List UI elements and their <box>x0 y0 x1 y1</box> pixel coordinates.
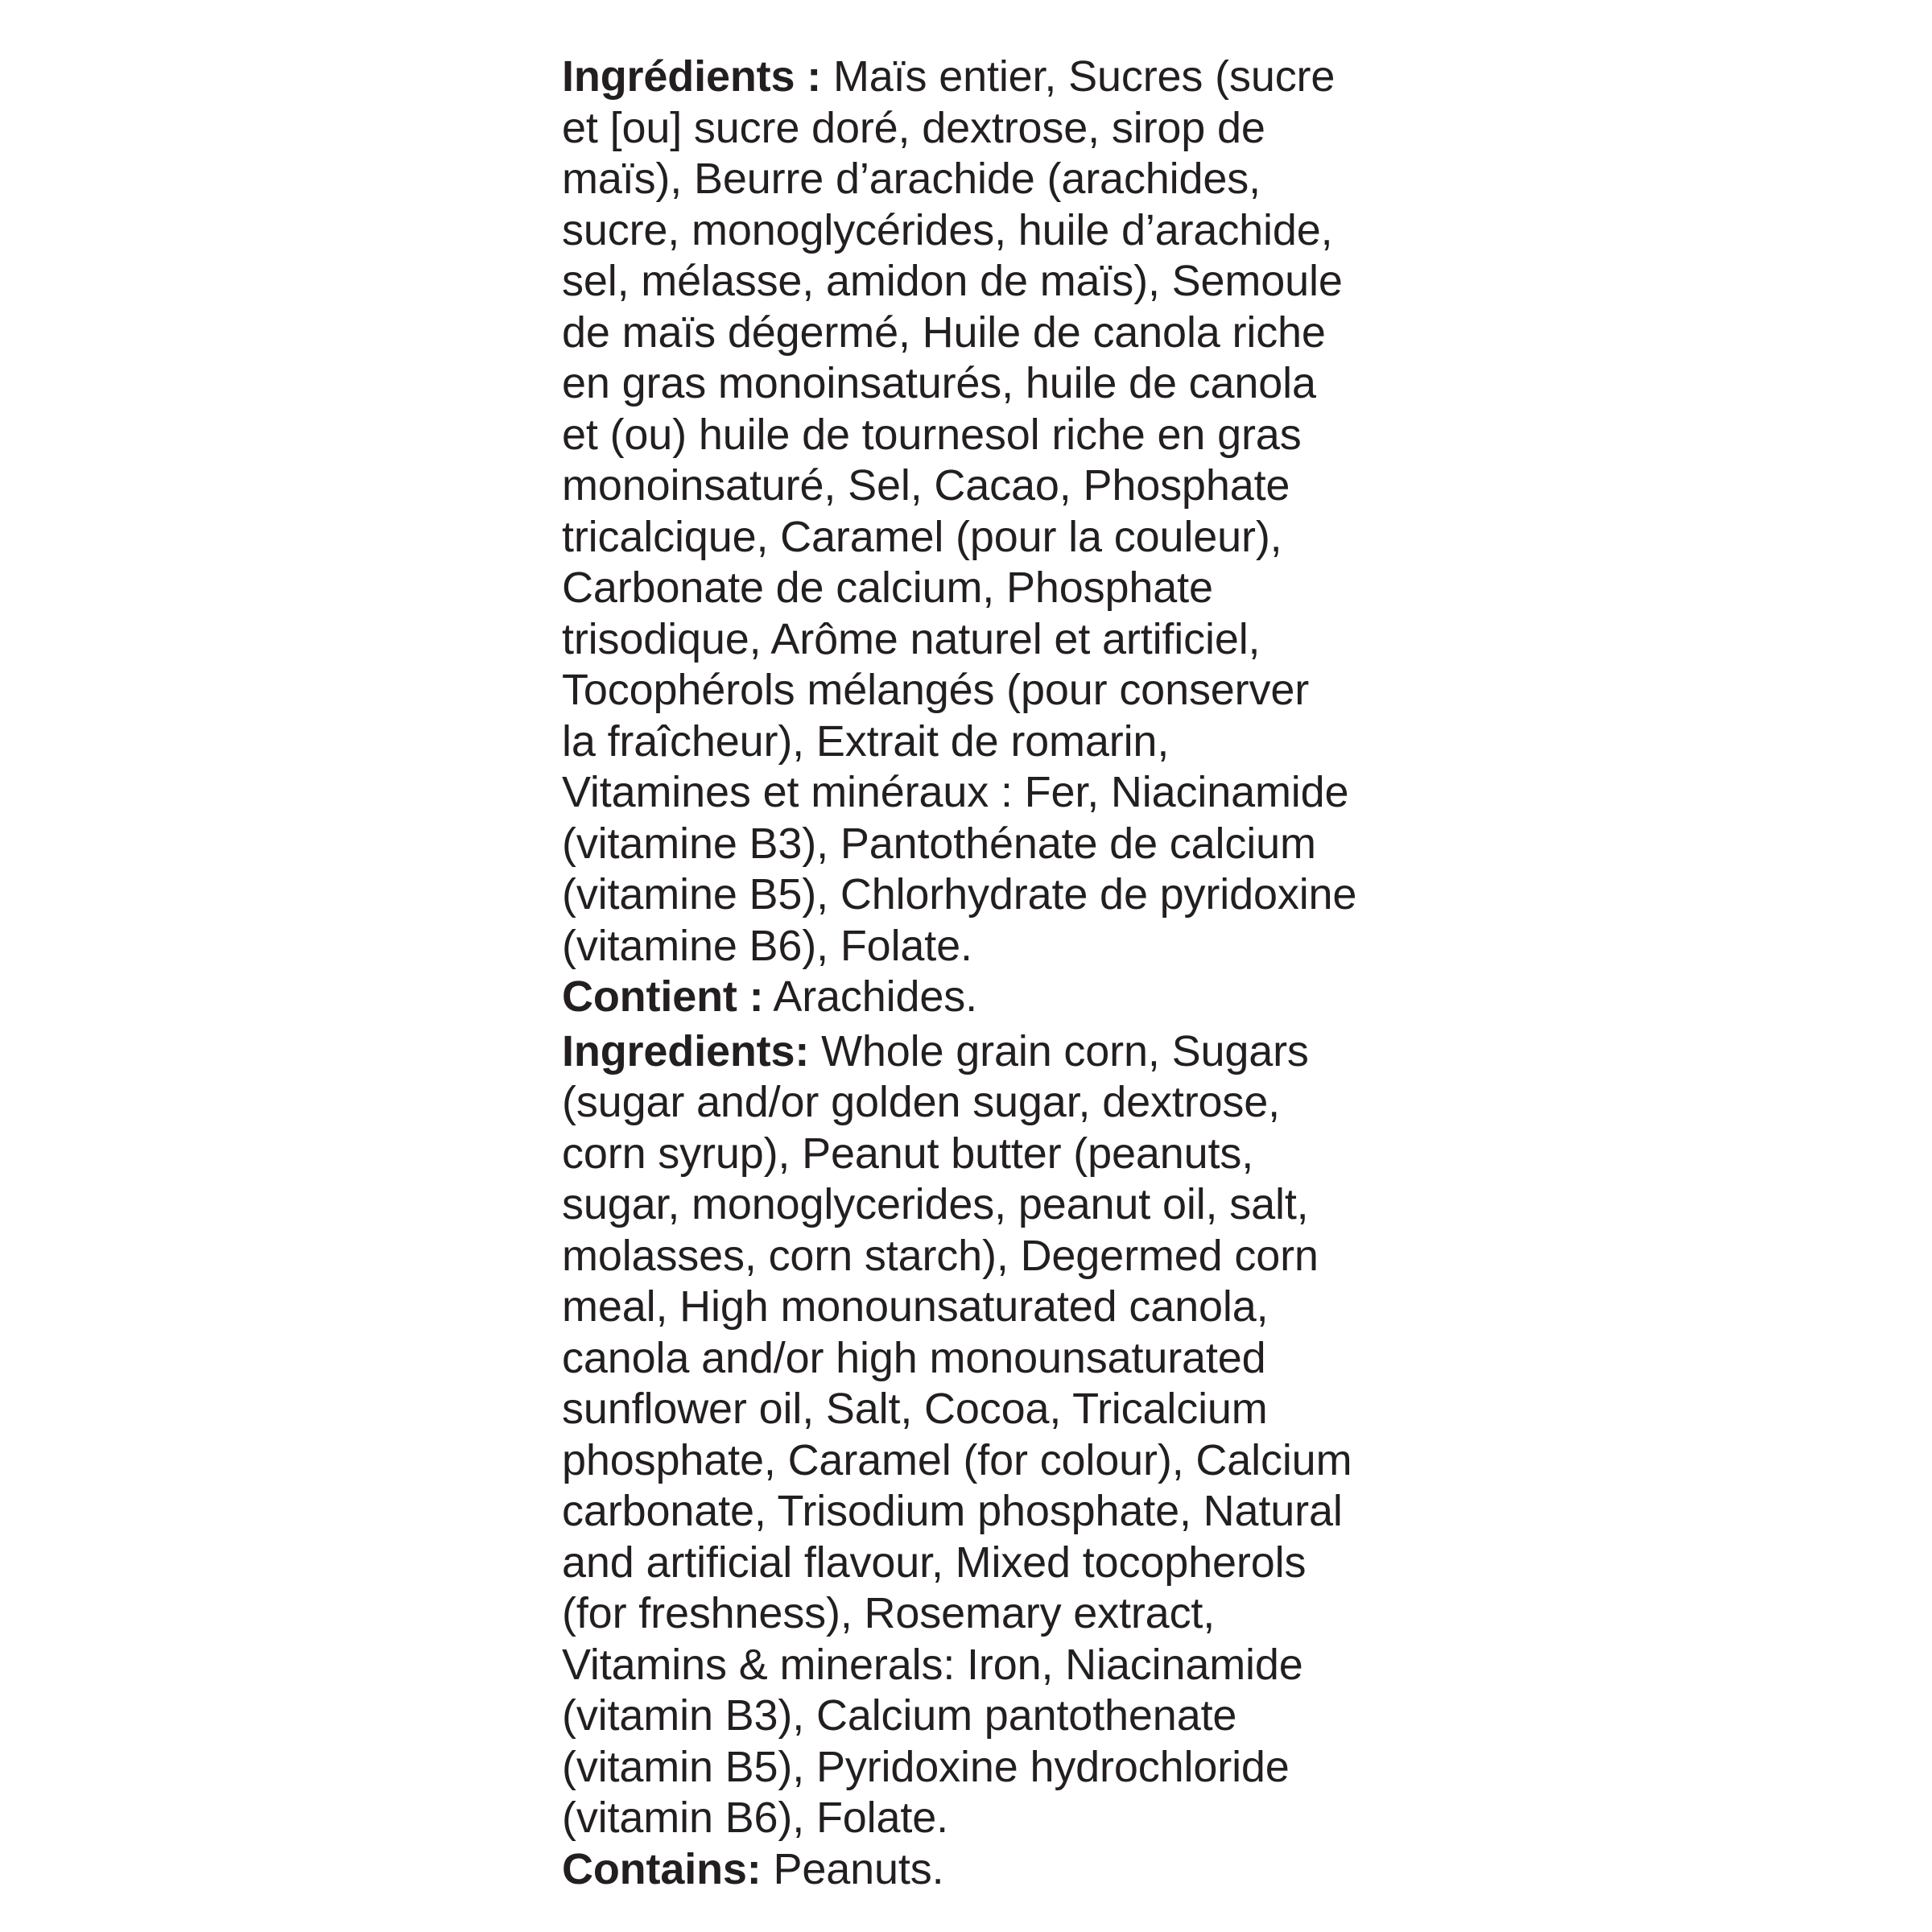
text-line: Tocophérols mélangés (pour conserver <box>562 666 1310 714</box>
english-contains <box>562 1844 1431 1896</box>
text-line <box>562 52 1431 103</box>
text-line: corn syrup), Peanut butter (peanuts, <box>562 1129 1254 1178</box>
french-contains <box>562 972 1431 1023</box>
french-contains-label: Contient : <box>562 972 764 1021</box>
text-line: (sugar and/or golden sugar, dextrose, <box>562 1078 1281 1126</box>
text-line: canola and/or high monounsaturated <box>562 1333 1266 1382</box>
text-line: monoinsaturé, Sel, Cacao, Phosphate <box>562 461 1290 510</box>
french-ingredients <box>562 52 1431 1023</box>
text-span: Whole grain corn, Sugars <box>821 1026 1309 1075</box>
text-line: and artificial flavour, Mixed tocopherols <box>562 1538 1307 1587</box>
english-ingredients <box>562 1026 1431 1896</box>
french-ingredients-heading: Ingrédients : <box>562 52 822 101</box>
text-line: (vitamine B6), Folate. <box>562 921 972 970</box>
text-line: maïs), Beurre d’arachide (arachides, <box>562 155 1261 203</box>
text-line: et (ou) huile de tournesol riche en gras <box>562 410 1302 459</box>
text-line: Vitamines et minéraux : Fer, Niacinamide <box>562 768 1349 816</box>
french-contains-value: Arachides. <box>773 972 977 1021</box>
ingredients-label <box>562 52 1431 1895</box>
text-line: phosphate, Caramel (for colour), Calcium <box>562 1435 1352 1484</box>
text-line <box>562 1026 1431 1078</box>
text-line: trisodique, Arôme naturel et artificiel, <box>562 614 1261 663</box>
text-line: sunflower oil, Salt, Cocoa, Tricalcium <box>562 1385 1268 1433</box>
text-line: (vitamin B5), Pyridoxine hydrochloride <box>562 1742 1290 1791</box>
text-line: sugar, monoglycerides, peanut oil, salt, <box>562 1180 1309 1228</box>
text-span: Maïs entier, Sucres (sucre <box>832 52 1335 101</box>
text-line: meal, High monounsaturated canola, <box>562 1282 1269 1331</box>
english-ingredients-heading: Ingredients: <box>562 1026 810 1075</box>
text-line: carbonate, Trisodium phosphate, Natural <box>562 1487 1343 1535</box>
text-line: (vitamine B5), Chlorhydrate de pyridoxine <box>562 870 1357 919</box>
text-line: et [ou] sucre doré, dextrose, sirop de <box>562 103 1265 152</box>
text-line: la fraîcheur), Extrait de romarin, <box>562 716 1170 766</box>
text-line: tricalcique, Caramel (pour la couleur), <box>562 512 1282 561</box>
english-contains-value: Peanuts. <box>773 1844 944 1893</box>
english-contains-label: Contains: <box>562 1844 762 1893</box>
text-line: Carbonate de calcium, Phosphate <box>562 564 1213 612</box>
text-line: (for freshness), Rosemary extract, <box>562 1589 1216 1637</box>
text-line: (vitamin B3), Calcium pantothenate <box>562 1691 1237 1740</box>
text-line: Vitamins & minerals: Iron, Niacinamide <box>562 1640 1303 1689</box>
text-line: (vitamine B3), Pantothénate de calcium <box>562 819 1316 868</box>
text-line: en gras monoinsaturés, huile de canola <box>562 359 1316 407</box>
text-line: de maïs dégermé, Huile de canola riche <box>562 308 1326 357</box>
text-line: sel, mélasse, amidon de maïs), Semoule <box>562 257 1343 305</box>
text-line: molasses, corn starch), Degermed corn <box>562 1231 1319 1280</box>
text-line: sucre, monoglycérides, huile d’arachide, <box>562 205 1333 254</box>
text-line: (vitamin B6), Folate. <box>562 1794 949 1842</box>
